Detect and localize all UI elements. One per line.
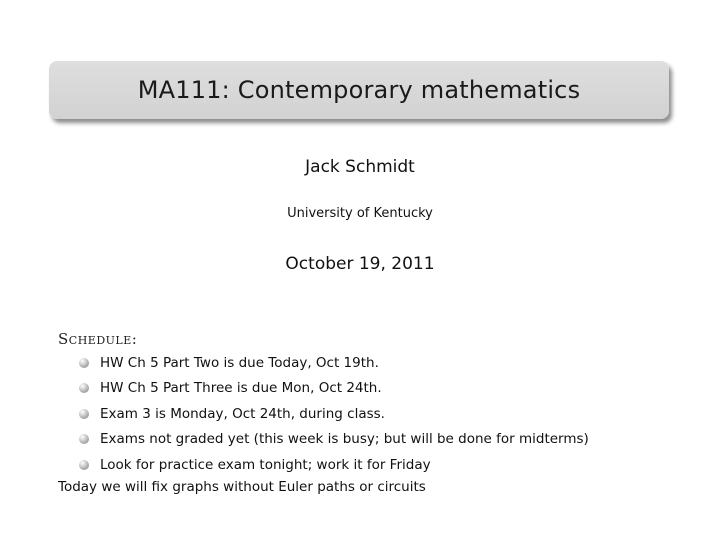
- bullet-icon: [79, 358, 89, 368]
- list-item: [79, 350, 589, 376]
- bullet-icon: [79, 460, 89, 470]
- list-item: [79, 427, 589, 453]
- title-box: [49, 61, 669, 119]
- bullet-icon: [79, 409, 89, 419]
- presentation-date: October 19, 2011: [285, 254, 435, 274]
- slide-title: MA111: Contemporary mathematics: [137, 76, 581, 104]
- closing-statement: Today we will fix graphs without Euler paths or circuits: [58, 479, 426, 495]
- list-item-text: Look for practice exam tonight; work it for Friday: [100, 456, 431, 473]
- list-item-text: HW Ch 5 Part Two is due Today, Oct 19th.: [100, 354, 379, 371]
- list-item-text: Exam 3 is Monday, Oct 24th, during class.: [100, 405, 385, 422]
- institute-name: University of Kentucky: [287, 206, 433, 221]
- schedule-list: [79, 350, 589, 478]
- bullet-icon: [79, 383, 89, 393]
- author-name: Jack Schmidt: [305, 157, 415, 177]
- list-item: [79, 376, 589, 402]
- schedule-heading: Schedule:: [58, 330, 138, 348]
- list-item: [79, 401, 589, 427]
- bullet-icon: [79, 434, 89, 444]
- list-item-text: HW Ch 5 Part Three is due Mon, Oct 24th.: [100, 380, 382, 397]
- list-item-text: Exams not graded yet (this week is busy; but will be done for midterms): [100, 431, 589, 448]
- list-item: [79, 452, 589, 478]
